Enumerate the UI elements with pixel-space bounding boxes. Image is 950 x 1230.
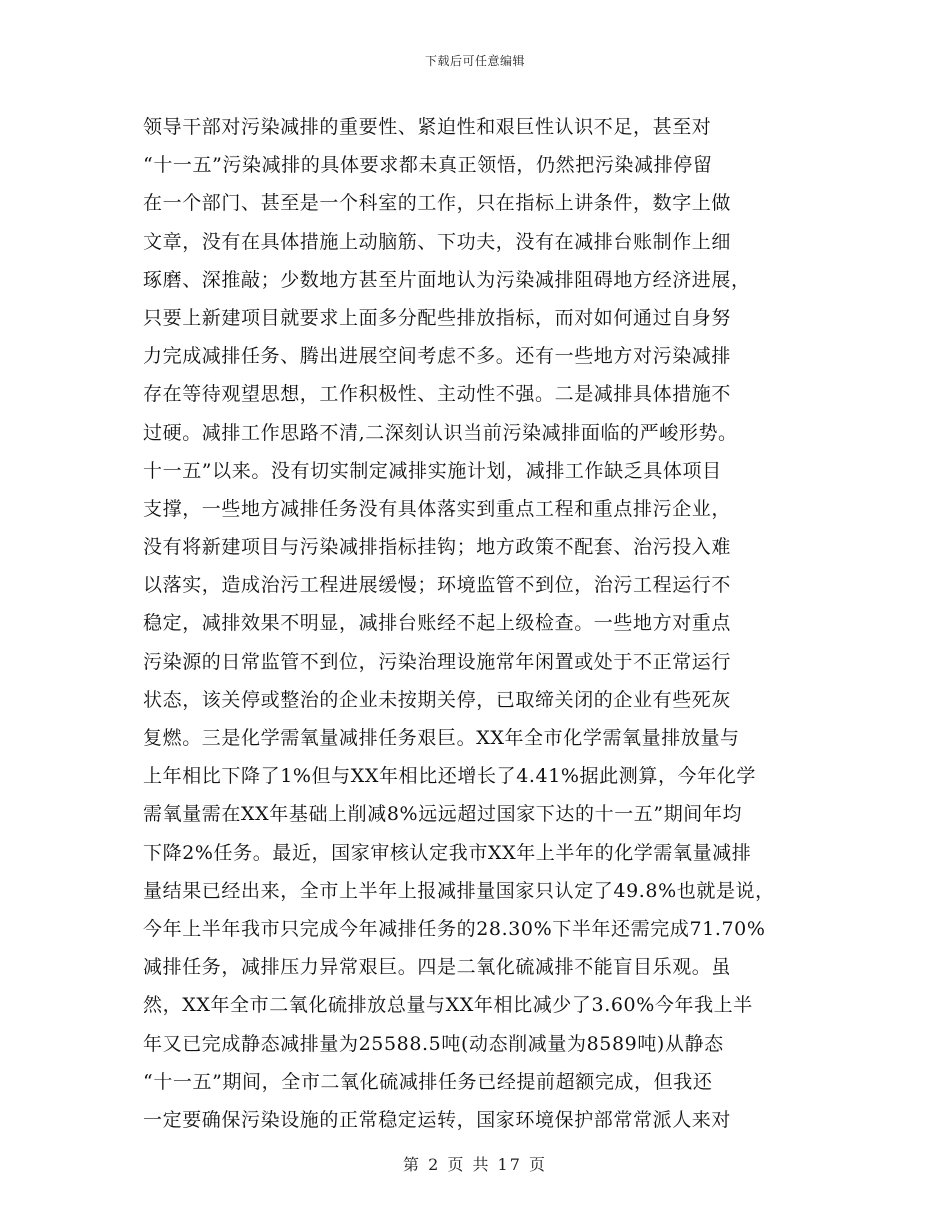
text-line: 需氧量需在XX年基础上削减8%远远超过国家下达的十一五”期间年均 [143,803,743,826]
document-body [143,108,843,1139]
text-line: 没有将新建项目与污染减排指标挂钩；地方政策不配套、治污投入难 [143,536,732,559]
text-line: 复燃。三是化学需氧量减排任务艰巨。XX年全市化学需氧量排放量与 [143,727,740,749]
text-line: 过硬。减排工作思路不清,二深刻认识当前污染减排面临的严峻形势。 [143,421,738,444]
text-line: 量结果已经出来，全市上半年上报减排量国家只认定了49.8%也就是说， [143,879,775,902]
text-line: 十一五”以来。没有切实制定减排实施计划，减排工作缺乏具体项目 [143,459,722,482]
text-line: 存在等待观望思想，工作积极性、主动性不强。二是减排具体措施不 [143,383,732,406]
text-line: 状态，该关停或整治的企业未按期关停，已取缔关闭的企业有些死灰 [143,688,732,711]
text-line: 今年上半年我市只完成今年减排任务的28.30%下半年还需完成71.70% [143,917,766,940]
text-line: 在一个部门、甚至是一个科室的工作，只在指标上讲条件，数字上做 [143,192,732,215]
text-line: 污染源的日常监管不到位，污染治理设施常年闲置或处于不正常运行 [143,650,732,673]
text-line: 琢磨、深推敲；少数地方甚至片面地认为污染减排阻碍地方经济进展， [143,268,751,291]
text-line: 上年相比下降了1%但与XX年相比还增长了4.41%据此测算，今年化学 [143,765,756,788]
text-line: 减排任务，减排压力异常艰巨。四是二氧化硫减排不能盲目乐观。虽 [143,956,732,979]
text-line: 领导干部对污染减排的重要性、紧迫性和艰巨性认识不足，甚至对 [143,116,712,138]
page-number: 第 2 页 共 17 页 [403,1155,547,1174]
text-line: 然，XX年全市二氧化硫排放总量与XX年相比减少了3.60%今年我上半 [143,994,753,1017]
text-line: 稳定，减排效果不明显，减排台账经不起上级检查。一些地方对重点 [143,612,732,635]
text-line: “十一五”期间，全市二氧化硫减排任务已经提前超额完成，但我还 [143,1070,713,1093]
page-header: 下载后可任意编辑 [424,54,525,68]
text-line: 以落实，造成治污工程进展缓慢；环境监管不到位，治污工程运行不 [143,574,732,597]
text-line: 只要上新建项目就要求上面多分配些排放指标，而对如何通过自身努 [143,306,732,329]
text-line: 一定要确保污染设施的正常稳定运转，国家环境保护部常常派人来对 [143,1108,732,1131]
text-line: 支撑，一些地方减排任务没有具体落实到重点工程和重点排污企业， [143,497,732,520]
text-line: 力完成减排任务、腾出进展空间考虑不多。还有一些地方对污染减排 [143,345,732,368]
text-line: 下降2%任务。最近，国家审核认定我市XX年上半年的化学需氧量减排 [143,841,752,864]
text-line: 文章，没有在具体措施上动脑筋、下功夫，没有在减排台账制作上细 [143,230,732,253]
text-line: “十一五”污染减排的具体要求都未真正领悟，仍然把污染减排停留 [143,154,713,177]
text-line: 年又已完成静态减排量为25588.5吨(动态削减量为8589吨)从静态 [143,1032,724,1055]
